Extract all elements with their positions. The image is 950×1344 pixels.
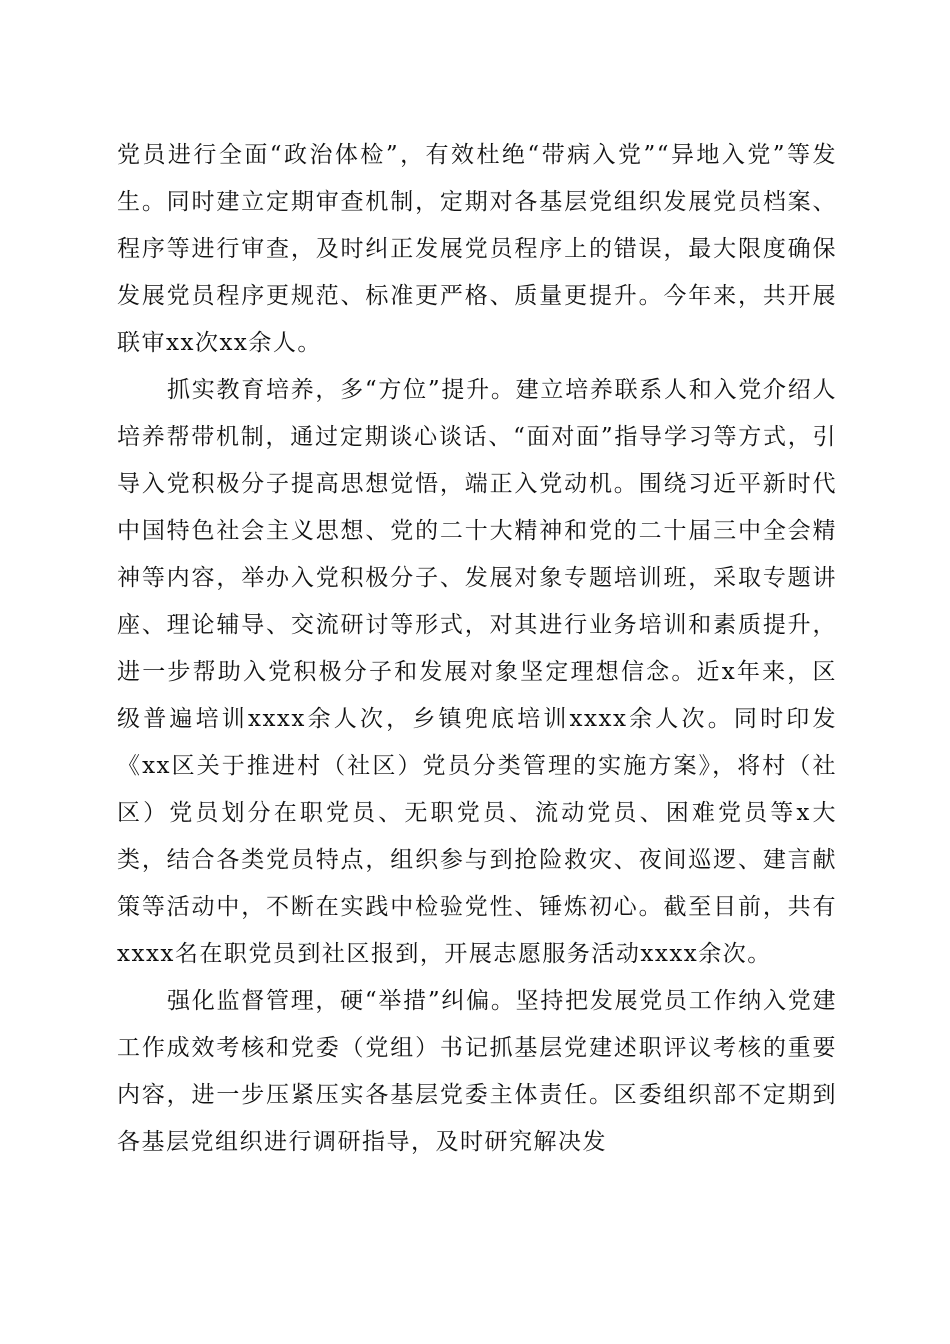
paragraph-1: 党员进行全面“政治体检”，有效杜绝“带病入党”“异地入党”等发生。同时建立定期审查机制，定期对各基层党组织发展党员档案、程序等进行审查，及时纠正发展党员程序上的错误，最大限度确保发展党员程序更规范、标准更严格、质量更提升。今年来，共开展联审xx次xx余人。 [117,142,837,356]
paragraph-3: 强化监督管理，硬“举措”纠偏。坚持把发展党员工作纳入党建工作成效考核和党委（党组）书记抓基层党建述职评议考核的重要内容，进一步压紧压实各基层党委主体责任。区委组织部不定期到各基层党组织进行调研指导，及时研究解决发 [117,988,837,1155]
paragraph-2: 抓实教育培养，多“方位”提升。建立培养联系人和入党介绍人培养帮带机制，通过定期谈心谈话、“面对面”指导学习等方式，引导入党积极分子提高思想觉悟，端正入党动机。围绕习近平新时代中国特色社会主义思想、党的二十大精神和党的二十届三中全会精神等内容，举办入党积极分子、发展对象专题培训班，采取专题讲座、理论辅导、交流研讨等形式，对其进行业务培训和素质提升，进一步帮助入党积极分子和发展对象坚定理想信念。近x年来，区级普遍培训xxxx余人次，乡镇兜底培训xxxx余人次。同时印发《xx区关于推进村（社区）党员分类管理的实施方案》，将村（社区）党员划分在职党员、无职党员、流动党员、困难党员等x大类，结合各类党员特点，组织参与到抢险救灾、夜间巡逻、建言献策等活动中，不断在实践中检验党性、锤炼初心。截至目前，共有xxxx名在职党员到社区报到，开展志愿服务活动xxxx余次。 [117,377,837,967]
document-body [117,132,837,1166]
